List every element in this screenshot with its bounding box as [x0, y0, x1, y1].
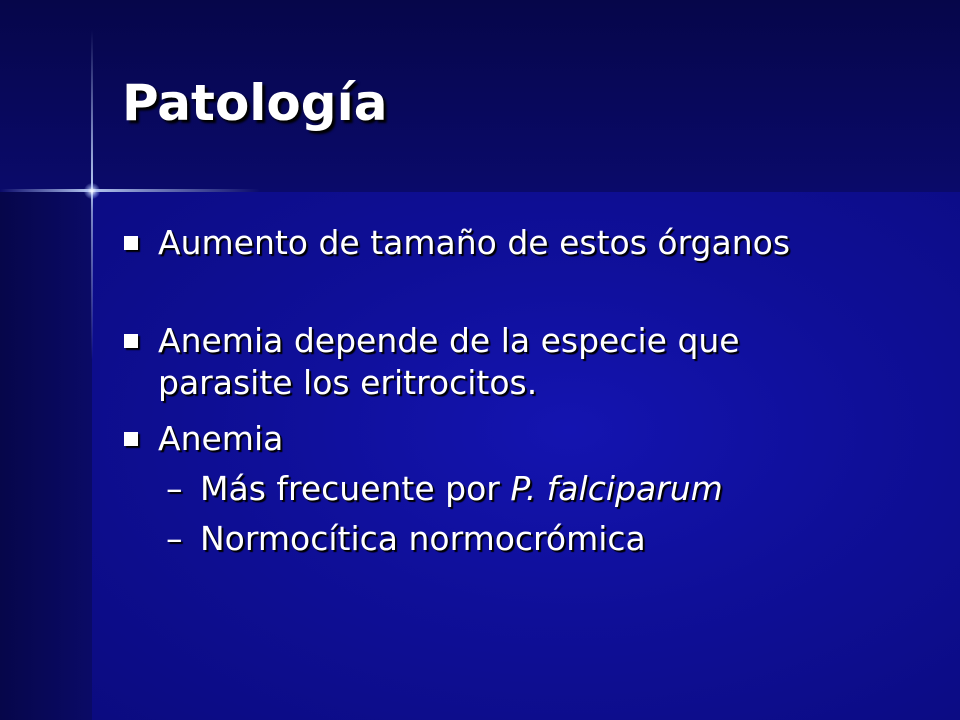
bullet-text: Aumento de tamaño de estos órganos	[158, 223, 791, 262]
bullet-text-line-2: parasite los eritrocitos.	[158, 363, 538, 402]
slide-title: Patología	[122, 74, 388, 132]
square-bullet-icon	[124, 236, 138, 250]
sub-item-falciparum	[122, 468, 922, 510]
bullet-item-anemia	[122, 418, 922, 460]
dash-marker: –	[166, 519, 183, 558]
bullet-list	[122, 222, 922, 560]
bullet-text: Anemia	[158, 419, 284, 458]
species-name: P. falciparum	[510, 469, 723, 508]
bullet-item-anemia-species	[122, 320, 922, 404]
square-bullet-icon	[124, 334, 138, 348]
bullet-text-line-1: Anemia depende de la especie que	[158, 321, 740, 360]
bullet-item-organ-enlargement	[122, 222, 922, 264]
sub-item-normocytic	[122, 518, 922, 560]
light-glint-star-icon	[84, 183, 100, 199]
sub-item-text: Normocítica normocrómica	[200, 519, 646, 558]
dash-marker: –	[166, 469, 183, 508]
light-glint-horizontal	[0, 189, 260, 192]
sub-item-prefix: Más frecuente por	[200, 469, 511, 508]
square-bullet-icon	[124, 432, 138, 446]
